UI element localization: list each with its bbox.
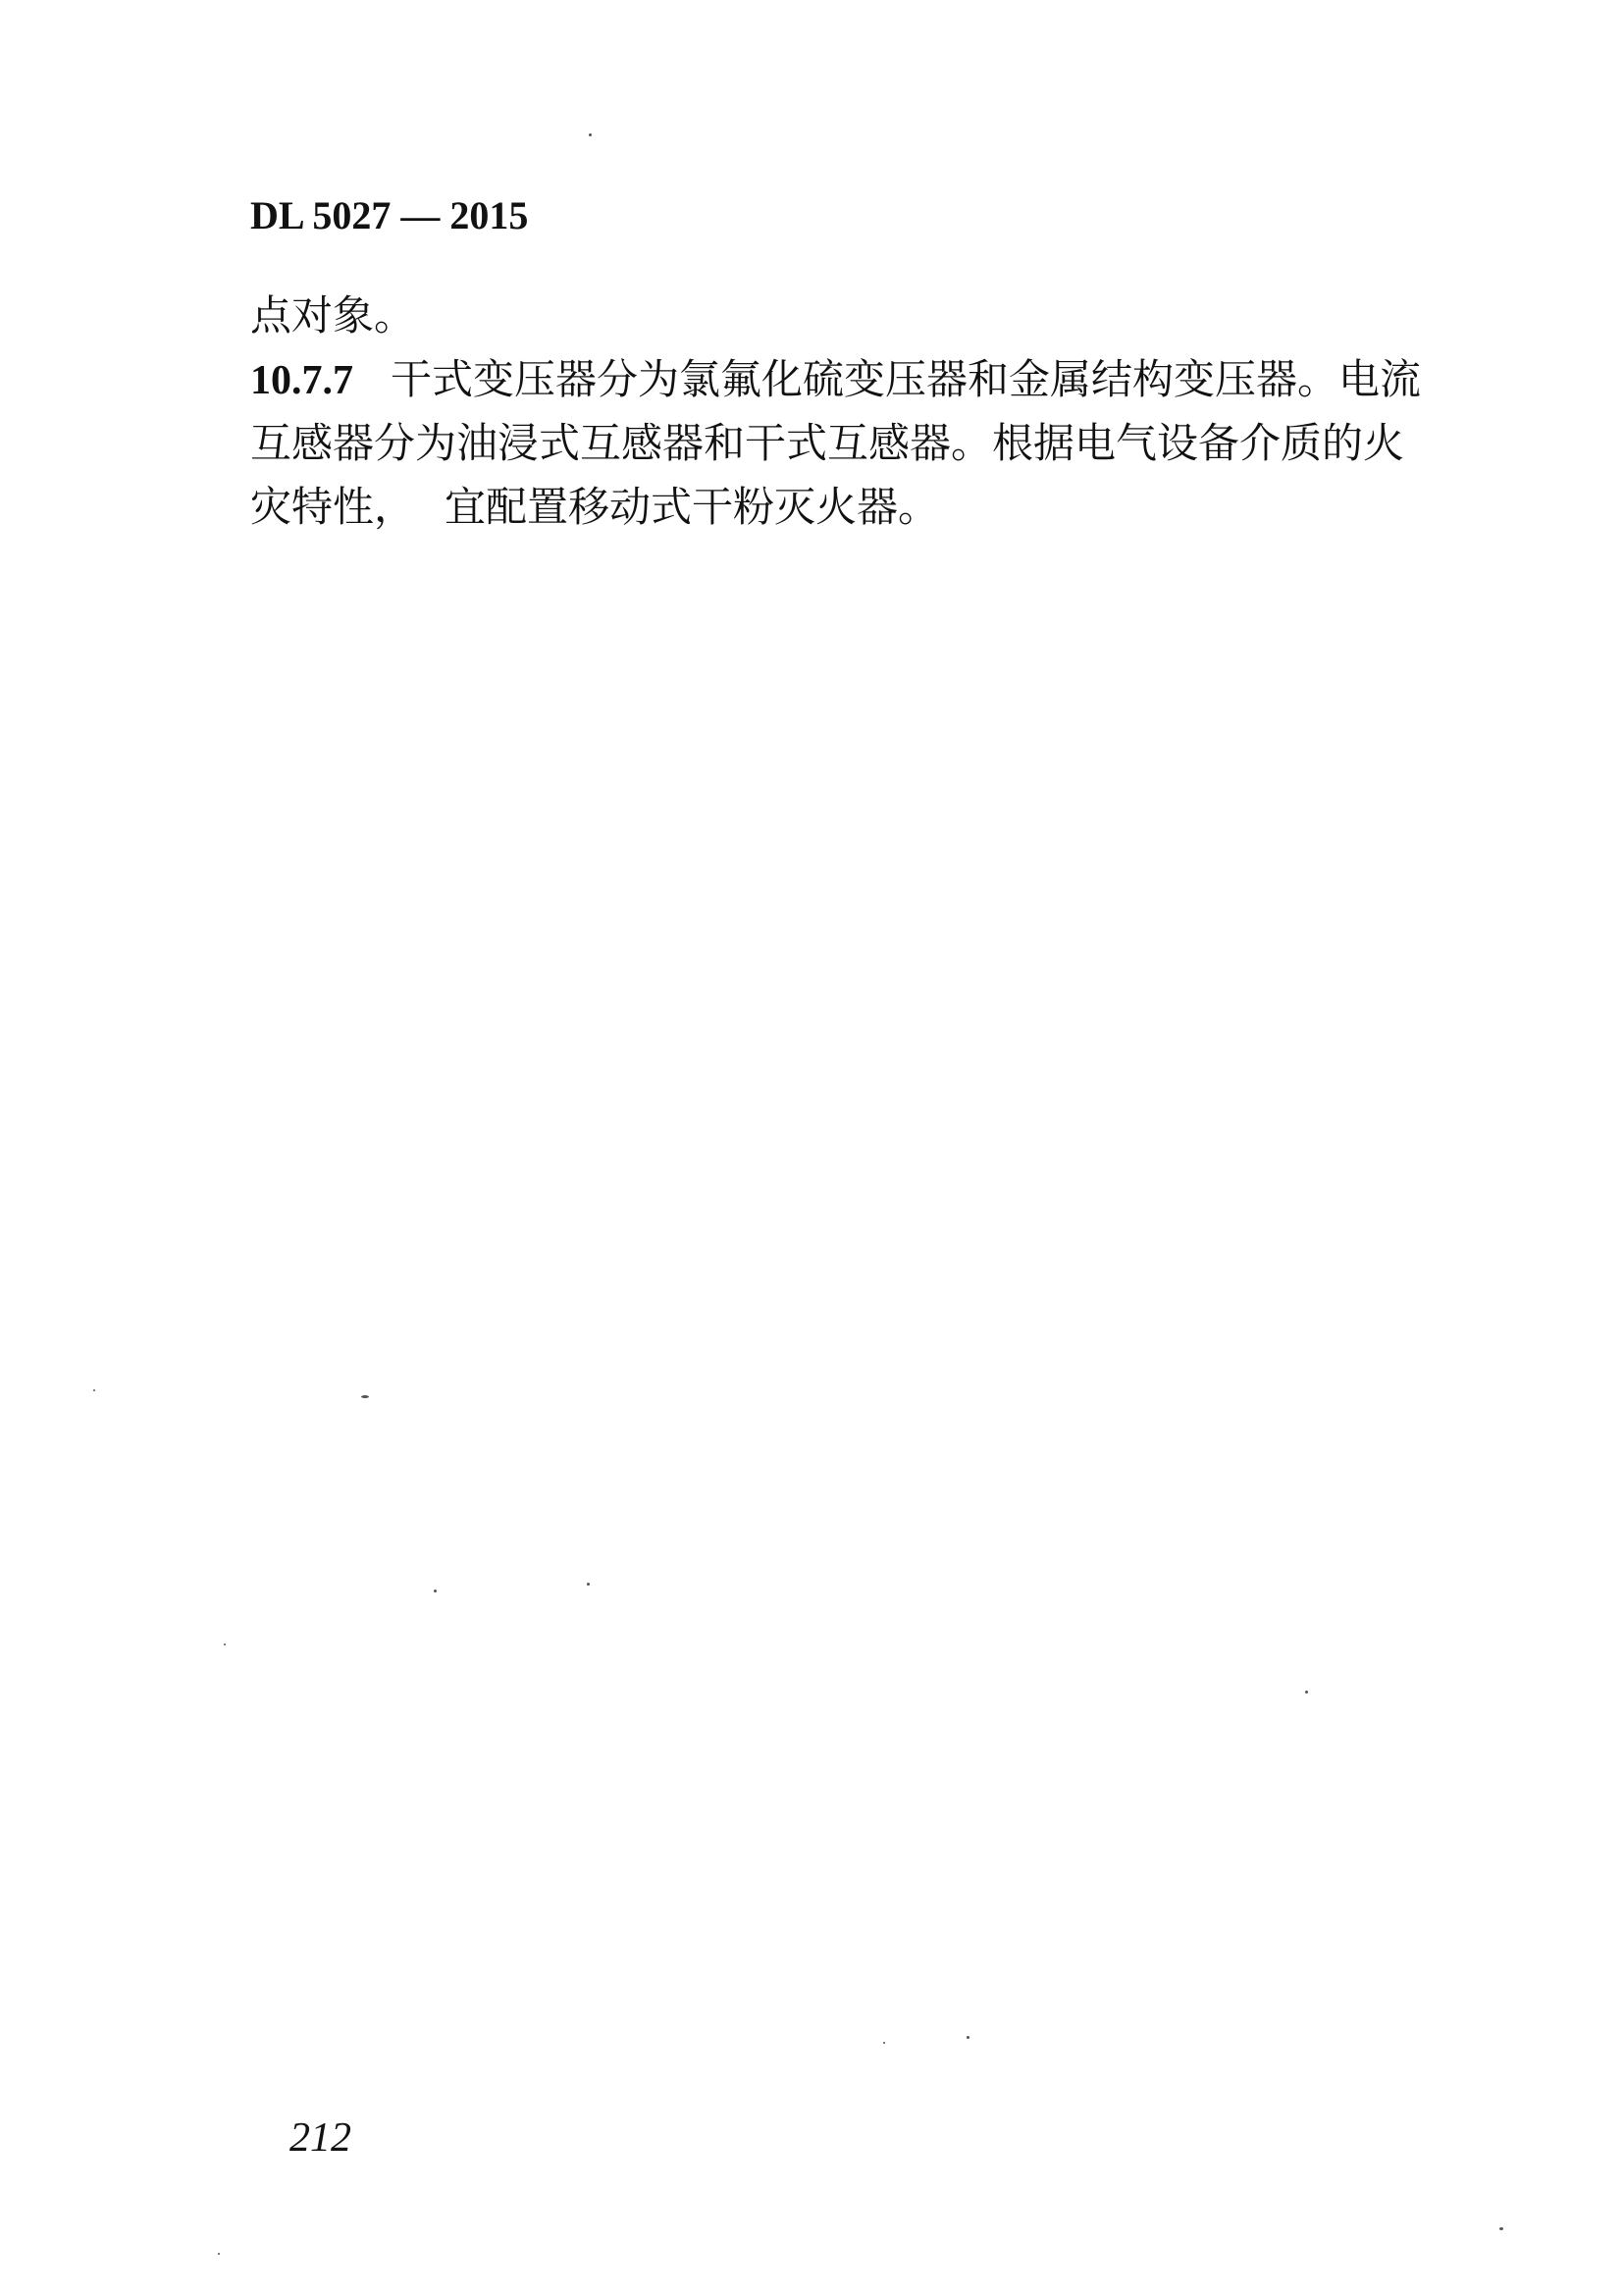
scan-speck (218, 2253, 220, 2255)
clause-number: 10.7.7 (250, 358, 353, 403)
scan-speck (434, 1590, 437, 1592)
scan-speck (967, 2036, 969, 2039)
page-number: 212 (289, 2115, 351, 2161)
scan-speck (93, 1389, 95, 1391)
clause-text-a: 干式变压器分为氯氟化硫变压器和金属结构变压器。电流 (391, 355, 1422, 403)
scan-speck (361, 1395, 369, 1398)
scan-speck (883, 2042, 885, 2044)
scan-speck (589, 133, 592, 136)
scan-speck (224, 1643, 226, 1645)
standard-code-header: DL 5027 — 2015 (250, 193, 529, 237)
scan-speck (1305, 1691, 1308, 1694)
clause-line-2: 互感器分为油浸式互感器和干式互感器。根据电气设备介质的火 (250, 419, 1405, 467)
scan-speck (587, 1583, 590, 1586)
continuation-text: 点对象。 (250, 291, 416, 339)
clause-line-3 (250, 476, 1457, 539)
clause-text-c1: 灾特性， (250, 483, 416, 531)
clause-text-c2: 宜配置移动式干粉灭火器。 (445, 483, 940, 531)
scan-speck (1499, 2227, 1503, 2230)
clause-line-1 (250, 348, 1457, 412)
